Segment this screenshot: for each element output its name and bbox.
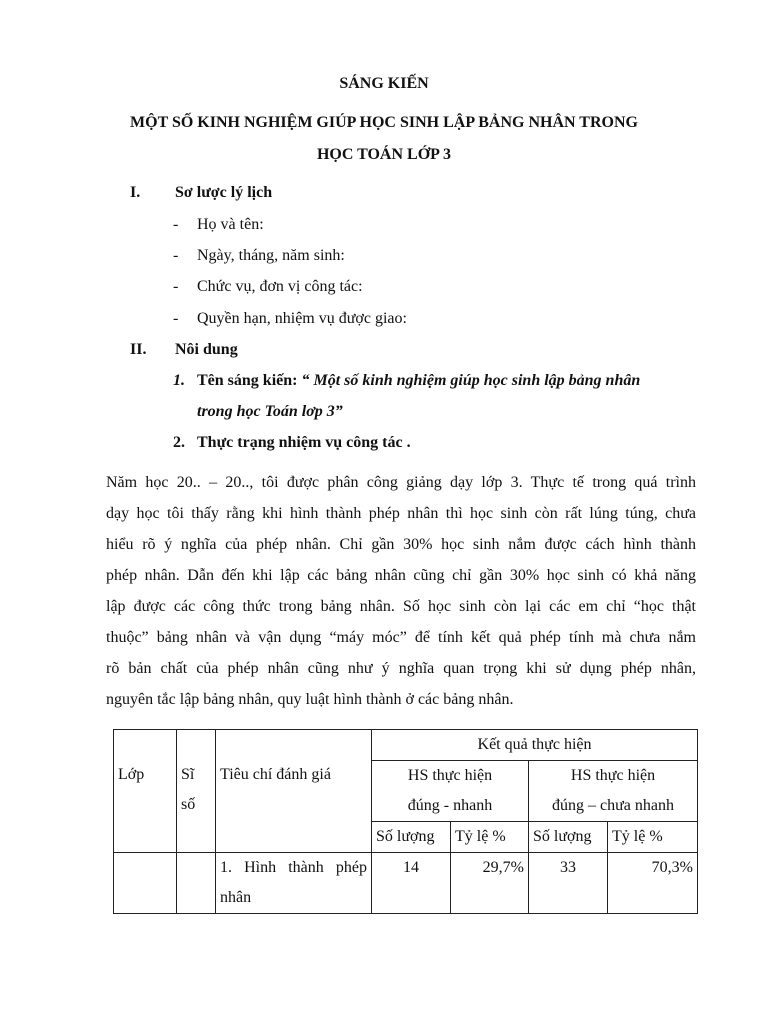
header-soluong-fast: Số lượng — [372, 822, 451, 853]
header-tyle-notfast: Tỷ lệ % — [608, 822, 698, 853]
list-dash: - — [173, 310, 179, 327]
paragraph-line: hiểu rõ ý nghĩa của phép nhân. Chỉ gần 30% học sinh nắm được cách hình thành — [106, 536, 696, 553]
cell-soluong-fast: 14 — [372, 853, 451, 914]
paragraph-line: thuộc” bảng nhân và vận dụng “máy móc” để tính kết quả phép tính mà chưa nắm — [106, 629, 696, 646]
paragraph-line: nguyên tắc lập bảng nhân, quy luật hình thành ở các bảng nhân. — [106, 691, 514, 708]
header-tieuchi: Tiêu chí đánh giá — [216, 730, 372, 853]
subsection2-heading: Thực trạng nhiệm vụ công tác . — [197, 434, 411, 451]
results-table — [113, 729, 698, 914]
list-item-duties: Quyền hạn, nhiệm vụ được giao: — [197, 310, 407, 327]
section2-number: II. — [130, 341, 147, 358]
section2-heading: Nôi dung — [175, 341, 238, 358]
doc-label: SÁNG KIẾN — [339, 75, 429, 92]
header-tyle-fast: Tỷ lệ % — [451, 822, 529, 853]
cell-tieuchi: 1. Hình thành phép nhân — [216, 853, 372, 914]
paragraph-line: lập được các công thức trong bảng nhân. Số học sinh còn lại các em chỉ “học thật — [106, 598, 696, 615]
list-item-name: Họ và tên: — [197, 216, 264, 233]
header-group-notfast: HS thực hiện đúng – chưa nhanh — [529, 761, 698, 822]
paragraph-line: dạy học tôi thấy rằng khi hình thành phép nhân thì học sinh còn rất lúng túng, chưa — [106, 505, 696, 522]
paragraph-line: phép nhân. Dẫn đến khi lập các bảng nhân cũng chỉ gần 30% học sinh có khả năng — [106, 567, 696, 584]
subsection1-number: 1. — [173, 372, 185, 389]
subsection1-heading — [197, 372, 695, 390]
list-item-birth: Ngày, tháng, năm sinh: — [197, 247, 345, 264]
cell-tyle-fast: 29,7% — [451, 853, 529, 914]
header-soluong-notfast: Số lượng — [529, 822, 608, 853]
section1-heading: Sơ lược lý lịch — [175, 184, 273, 201]
list-dash: - — [173, 278, 179, 295]
list-item-position: Chức vụ, đơn vị công tác: — [197, 278, 363, 295]
cell-lop — [114, 853, 177, 914]
paragraph-line: Năm học 20.. – 20.., tôi được phân công giảng dạy lớp 3. Thực tế trong quá trình — [106, 474, 696, 491]
subsection1-label: Tên sáng kiến: — [197, 372, 298, 389]
table-row — [114, 853, 698, 914]
list-dash: - — [173, 216, 179, 233]
list-dash: - — [173, 247, 179, 264]
cell-soluong-notfast: 33 — [529, 853, 608, 914]
header-lop: Lớp — [114, 730, 177, 853]
header-siso: Sĩ số — [177, 730, 216, 853]
header-group-fast: HS thực hiện đúng - nhanh — [372, 761, 529, 822]
doc-title-line1: MỘT SỐ KINH NGHIỆM GIÚP HỌC SINH LẬP BẢNG NHÂN TRONG — [130, 114, 638, 131]
cell-siso — [177, 853, 216, 914]
paragraph-line: rõ bản chất của phép nhân cũng như ý nghĩa quan trọng khi sử dụng phép nhân, — [106, 660, 696, 677]
initiative-title-part2: trong học Toán lơp 3” — [197, 403, 343, 420]
doc-title-line2: HỌC TOÁN LỚP 3 — [316, 146, 452, 163]
section1-number: I. — [130, 184, 141, 201]
header-ketqua: Kết quả thực hiện — [372, 730, 698, 761]
cell-tyle-notfast: 70,3% — [608, 853, 698, 914]
initiative-title-part1: “ Một số kinh nghiệm giúp học sinh lập bảng nhân — [301, 372, 641, 389]
subsection2-number: 2. — [173, 434, 185, 451]
